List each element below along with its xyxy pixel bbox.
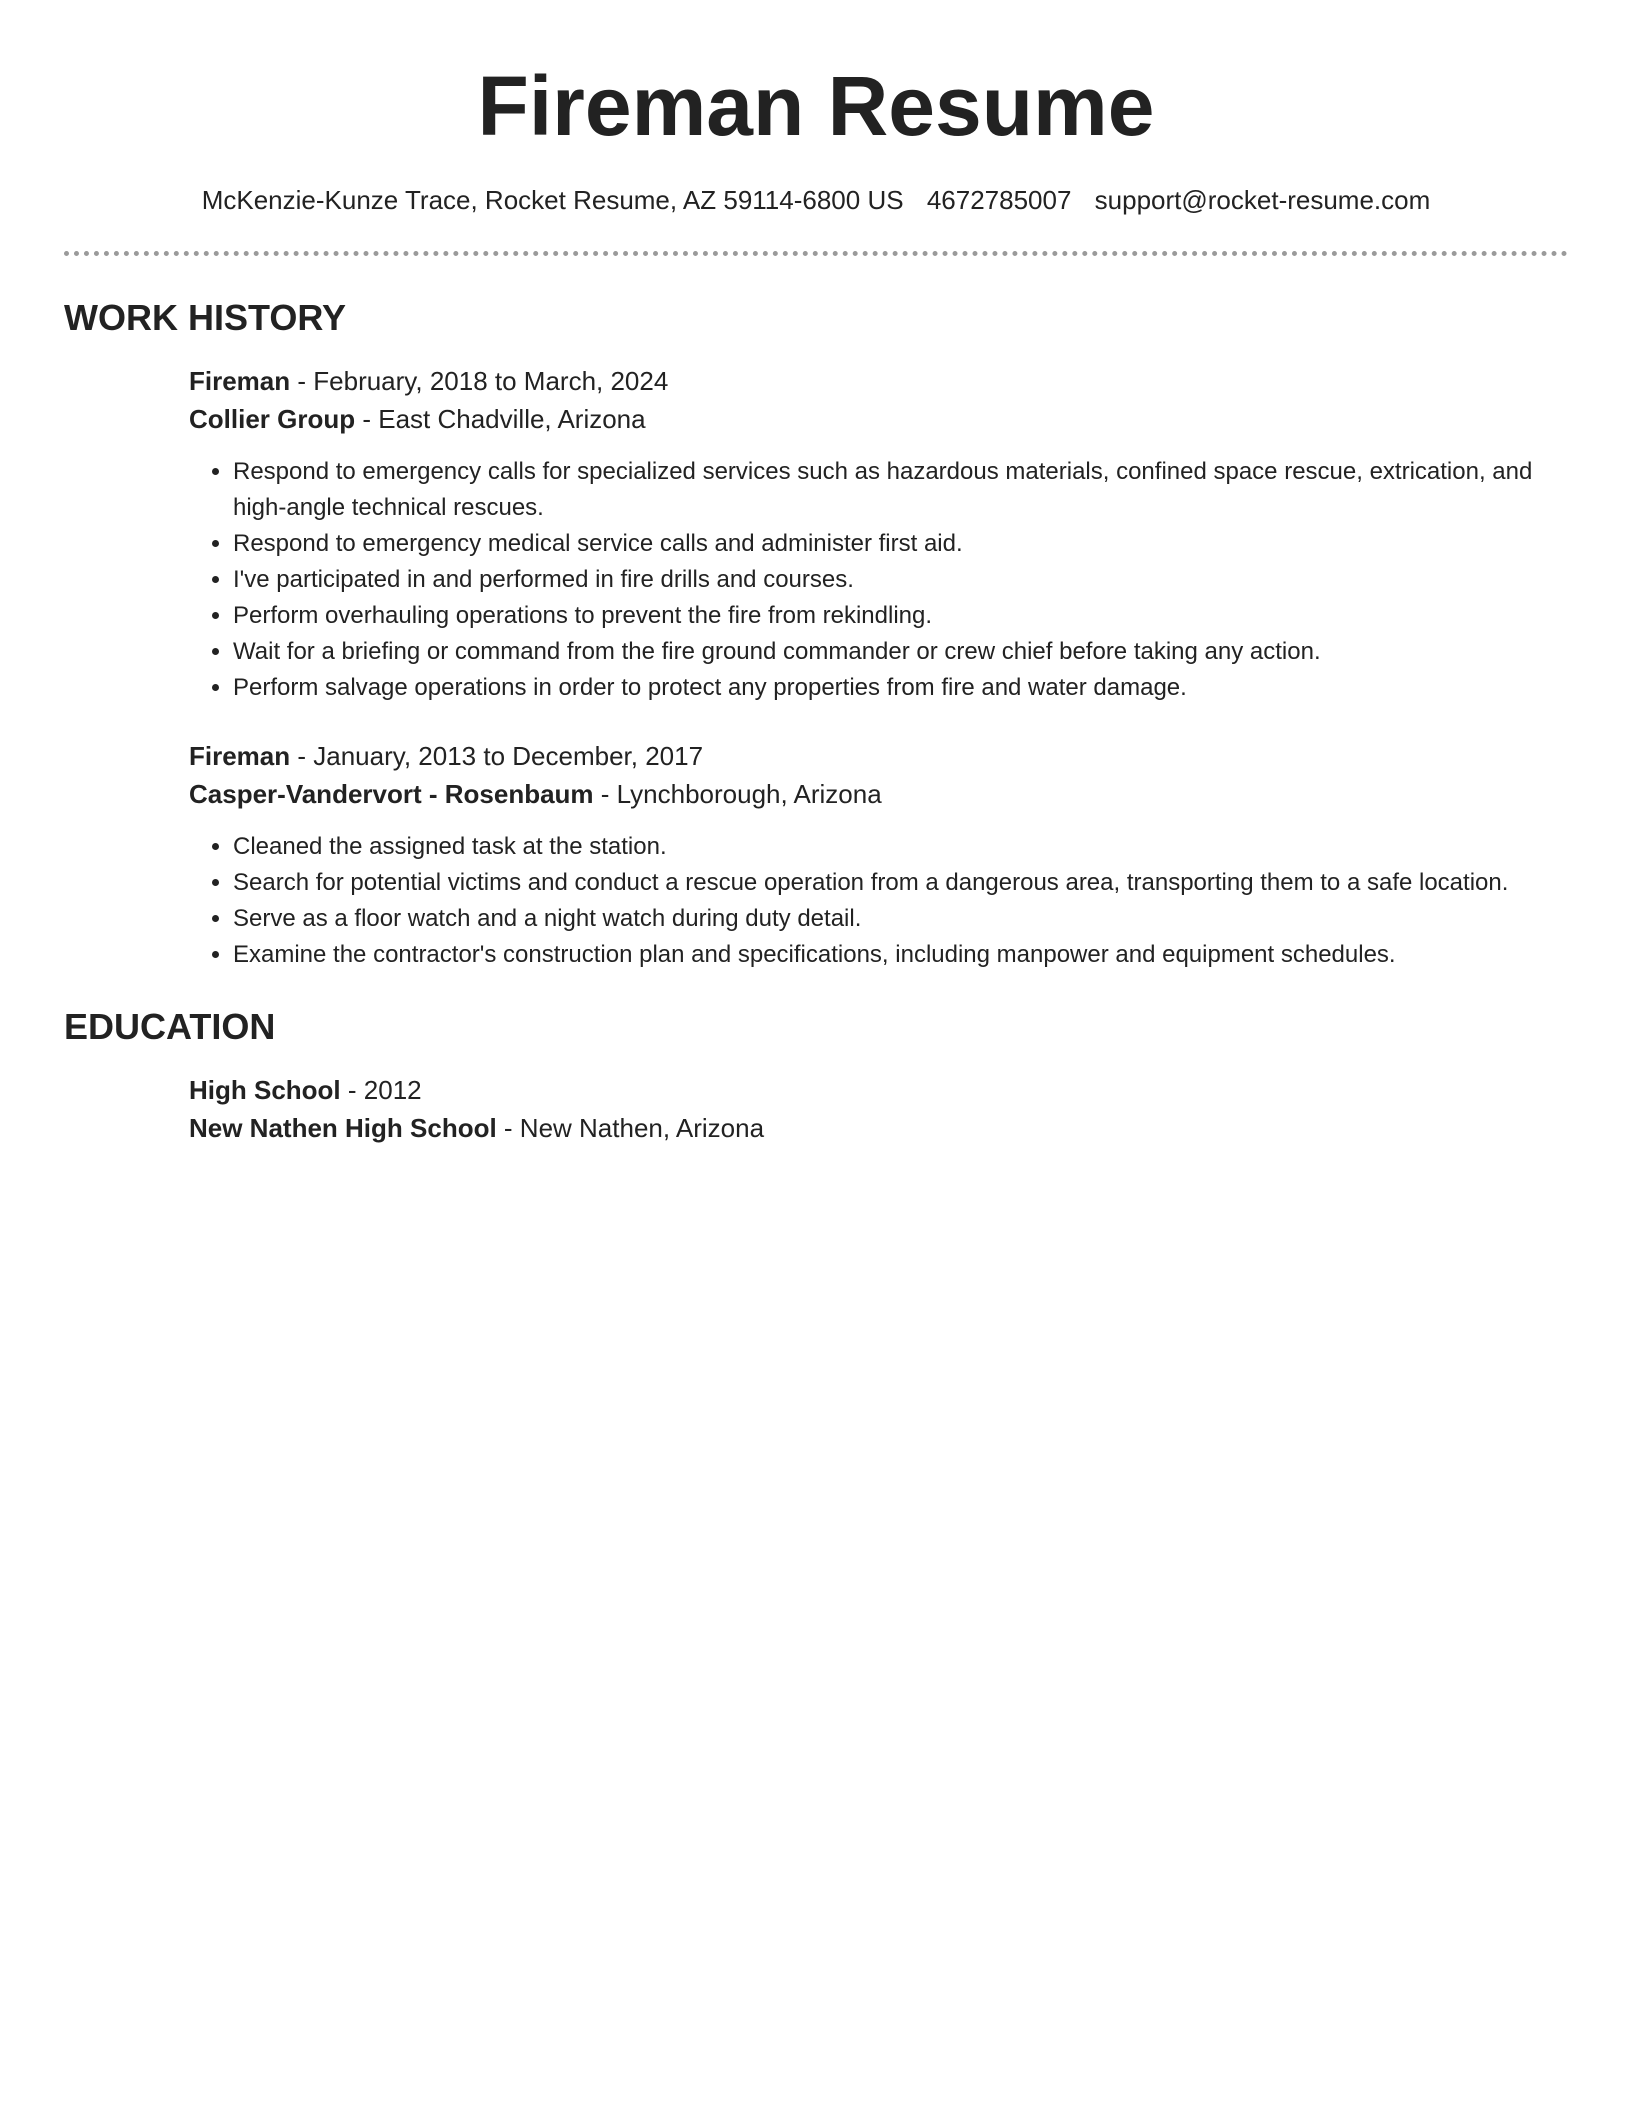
job-1-company-line (189, 400, 1569, 438)
header-divider (64, 251, 1568, 256)
job-1-title-line (189, 362, 1569, 400)
job-1-company: Collier Group (189, 404, 356, 434)
list-item: • Respond to emergency calls for specialized services such as hazardous materials, confined space rescue, extrication, and high-angle technical rescues. (233, 454, 1569, 526)
list-item: • Perform overhauling operations to prevent the fire from rekindling. (233, 598, 1569, 634)
job-2-bullets (189, 829, 1569, 973)
list-item: • Respond to emergency medical service calls and administer first aid. (233, 526, 1569, 562)
list-item: • Wait for a briefing or command from the fire ground commander or crew chief before taking any action. (233, 634, 1569, 670)
list-item: • Search for potential victims and conduct a rescue operation from a dangerous area, transporting them to a safe location. (233, 865, 1569, 901)
job-1-title: Fireman (189, 366, 291, 396)
list-item: • Perform salvage operations in order to protect any properties from fire and water damage. (233, 670, 1569, 706)
contact-address: McKenzie-Kunze Trace, Rocket Resume, AZ 59114-6800 US (201, 185, 904, 215)
work-history-heading: WORK HISTORY (64, 297, 347, 338)
list-item: • Cleaned the assigned task at the station. (233, 829, 1569, 865)
job-1-bullets (189, 454, 1569, 706)
contact-line (0, 182, 1632, 218)
education-degree: High School (189, 1075, 341, 1105)
education-school-line (189, 1109, 1569, 1147)
job-2-title-line (189, 737, 1569, 775)
list-item: • Examine the contractor's construction plan and specifications, including manpower and equipment schedules. (233, 937, 1569, 973)
job-1-location: - East Chadville, Arizona (355, 404, 646, 434)
list-item: • Serve as a floor watch and a night watch during duty detail. (233, 901, 1569, 937)
job-2-company-line (189, 775, 1569, 813)
job-2-company: Casper-Vandervort - Rosenbaum (189, 779, 594, 809)
job-2-title: Fireman (189, 741, 291, 771)
job-entry-2 (189, 737, 1569, 973)
education-location: - New Nathen, Arizona (496, 1113, 765, 1143)
contact-email: support@rocket-resume.com (1094, 185, 1431, 215)
job-2-location: - Lynchborough, Arizona (593, 779, 882, 809)
job-2-dates: - January, 2013 to December, 2017 (290, 741, 704, 771)
job-1-dates: - February, 2018 to March, 2024 (290, 366, 669, 396)
education-school: New Nathen High School (189, 1113, 497, 1143)
contact-phone: 4672785007 (926, 185, 1072, 215)
education-entry (189, 1071, 1569, 1147)
resume-title: Fireman Resume (477, 59, 1155, 153)
education-year: - 2012 (340, 1075, 422, 1105)
education-heading: EDUCATION (64, 1006, 276, 1047)
job-entry-1 (189, 362, 1569, 706)
list-item: • I've participated in and performed in fire drills and courses. (233, 562, 1569, 598)
education-degree-line (189, 1071, 1569, 1109)
